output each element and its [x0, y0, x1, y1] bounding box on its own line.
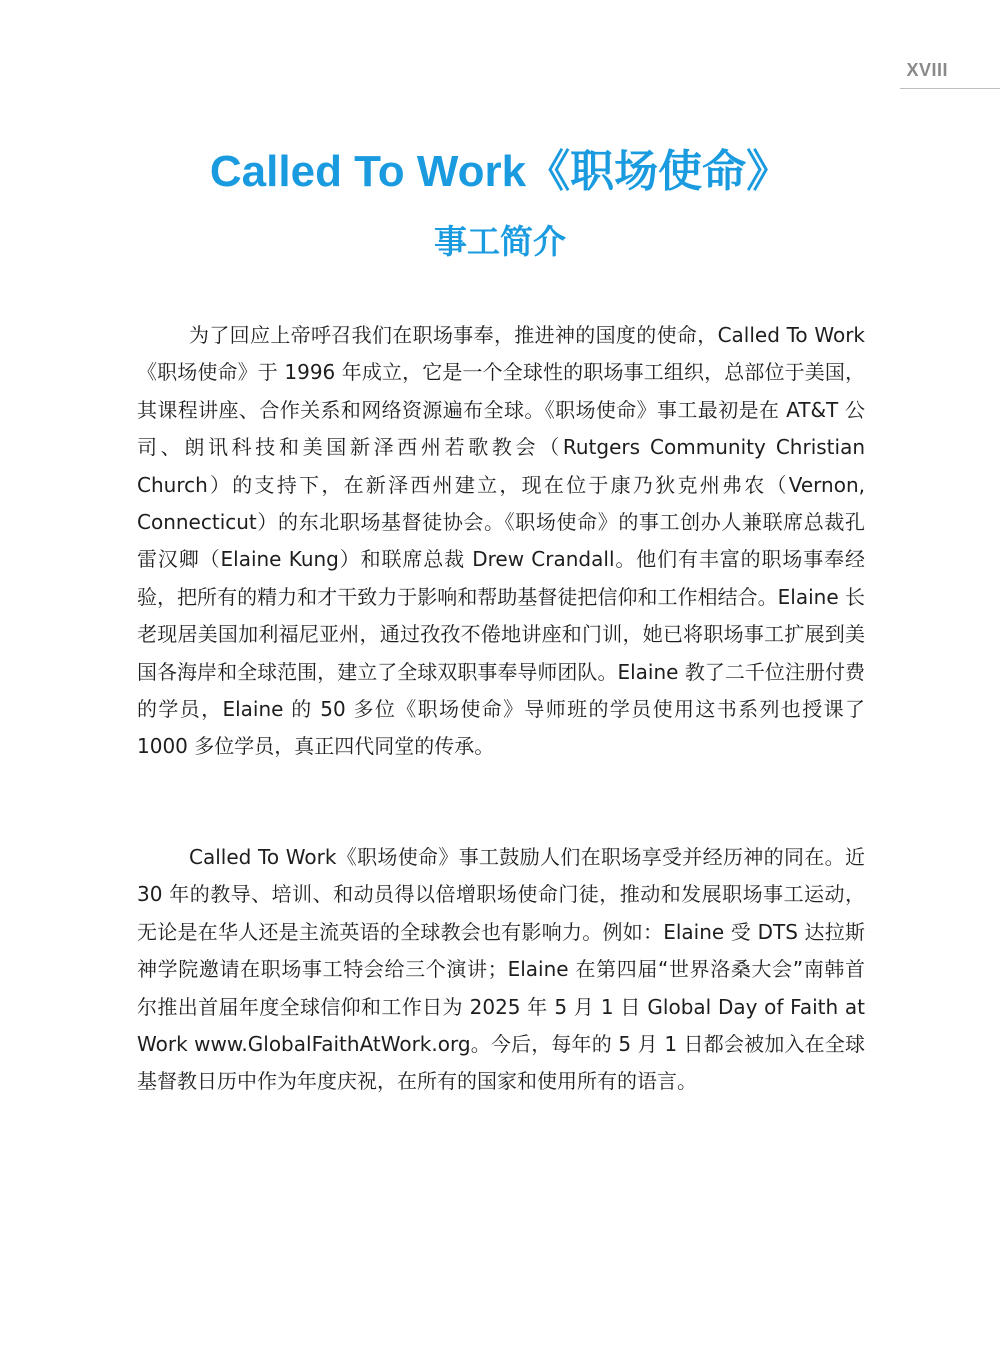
page-number: XVIII — [906, 60, 948, 80]
mission-paragraph: Called To Work《职场使命》事工鼓励人们在职场享受并经历神的同在。近 30 年的教导、培训、和动员得以倍增职场使命门徒，推动和发展职场事工运动，无论是在华人还是主流英语的全球教会也有影响力。例如：Elaine 受 DTS 达拉斯神学院邀请在职场事工特会给三个演讲；Elaine 在第四届“世界洛桑大会”南韩首尔推出首届年度全球信仰和工作日为 2025 年 5 月 1 日 Global Day of Faith at Work www.GlobalFaithAtWork.org。今后，每年的 5 月 1 日都会被加入在全球基督教日历中作为年度庆祝，在所有的国家和使用所有的语言。 — [137, 845, 865, 1094]
page-subtitle: 事工简介 — [434, 222, 566, 261]
page-title: Called To Work《职场使命》 — [209, 147, 791, 196]
page-number-rule — [900, 88, 1000, 89]
intro-paragraph: 为了回应上帝呼召我们在职场事奉，推进神的国度的使命，Called To Work《职场使命》于 1996 年成立，它是一个全球性的职场事工组织，总部位于美国，其课程讲座、合作关系和网络资源遍布全球。《职场使命》事工最初是在 AT&T 公司、朗讯科技和美国新泽西州若歌教会（Rutgers Community Christian Church）的支持下，在新泽西州建立，现在位于康乃狄克州弗农（Vernon, Connecticut）的东北职场基督徒协会。《职场使命》的事工创办人兼联席总裁孔雷汉卿（Elaine Kung）和联席总裁 Drew Crandall。他们有丰富的职场事奉经验，把所有的精力和才干致力于影响和帮助基督徒把信仰和工作相结合。Elaine 长老现居美国加利福尼亚州，通过孜孜不倦地讲座和门训，她已将职场事工扩展到美国各海岸和全球范围，建立了全球双职事奉导师团队。Elaine 教了二千位注册付费的学员，Elaine 的 50 多位《职场使命》导师班的学员使用这书系列也授课了 1000 多位学员，真正四代同堂的传承。 — [137, 323, 865, 759]
